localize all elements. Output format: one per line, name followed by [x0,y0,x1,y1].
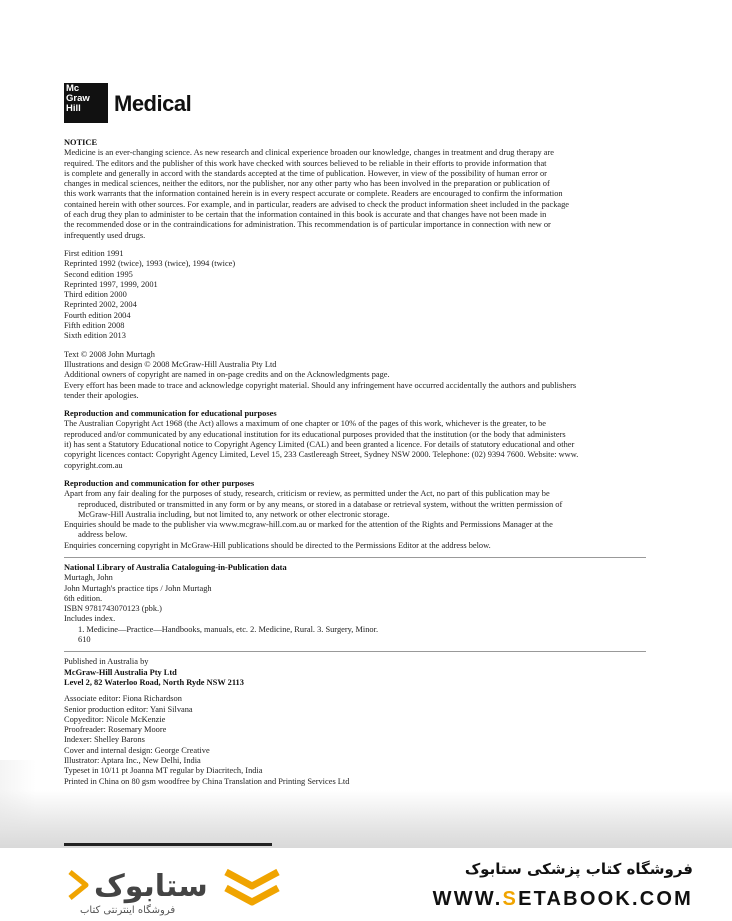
setabook-logo-mark [66,866,216,904]
copyright-page-text [64,138,646,787]
other-purposes-heading: Reproduction and communication for other purposes [64,478,255,488]
logo-word: Medical [114,91,192,116]
publisher-info: Published in Australia by McGraw-Hill Australia Pty Ltd Level 2, 82 Waterloo Road, North Ryde NSW 2113 [64,657,244,687]
notice-body: Medicine is an ever-changing science. As new research and clinical experience broaden our knowledge, changes in treatment and drug therapy are required. The editors and the publisher of this work have checked with sources believed to be reliable in their efforts to provide information that is complete and generally in accord with the standards accepted at the time of publication. However, in view of the possibility of human error or changes in medical sciences, neither the editors, nor the publisher, nor any other party who has been involved in the preparation or publication of this work warrants that the information contained herein is in every respect accurate or complete. Readers are encouraged to confirm the information contained herein with other sources. For example, and in particular, readers are advised to check the product information sheet included in the package of each drug they plan to administer to be certain that the information contained in this book is accurate and that changes have not been made in the recommended dose or in the contraindications for administration. This recommendation is of particular importance in connection with new or infrequently used drugs. [64,148,569,240]
educational-purposes-body: The Australian Copyright Act 1968 (the Act) allows a maximum of one chapter or 10% of the pages of this work, whichever is the greater, to be reproduced and/or communicated by any educational institution for its educational purposes provided that the institution (or the body that administers it) has sent a Statutory Educational notice to Copyright Agency Limited (CAL) and been granted a licence. For details of statutory educational and other copyright licences contact: Copyright Agency Limited, Level 15, 233 Castlereagh Street, Sydney NSW 2000. Telephone: (02) 9394 7600. Website: www. copyright.com.au [64,419,579,470]
website-url[interactable]: WWW.SETABOOK.COM [432,888,693,910]
banner-top-line [64,843,272,846]
notice-heading: NOTICE [64,138,98,147]
setabook-logo [66,866,216,909]
page-bottom-shadow [0,790,732,848]
cataloguing-data: Murtagh, John John Murtagh's practice tips / John Murtagh 6th edition. ISBN 9781743070123 (pbk.) Includes index. 1. Medicine—Practice—Handbooks, manuals, etc. 2. Medicine, Rural. 3. Surgery, Minor. 610 [64,573,379,645]
copyright-statement: Text © 2008 John Murtagh Illustrations and design © 2008 McGraw-Hill Australia Pty Ltd Additional owners of copyright are named in on-page credits and on the Acknowledgments page. Every effort has been made to trace and acknowledge copyright material. Should any infringement have occurred accidentally the authors and publishers tender their apologies. [64,349,577,400]
educational-purposes-heading: Reproduction and communication for educational purposes [64,409,277,419]
edition-history: First edition 1991 Reprinted 1992 (twice), 1993 (twice), 1994 (twice) Second edition 1995 Reprinted 1997, 1999, 2001 Third edition 2000 Reprinted 2002, 2004 Fourth edition 2004 Fifth edition 2008 Sixth edition 2013 [64,248,236,341]
cataloguing-heading: National Library of Australia Cataloguing-in-Publication data [64,562,287,572]
production-credits: Associate editor: Fiona Richardson Senior production editor: Yani Silvana Copyeditor: Nicole McKenzie Proofreader: Rosemary Moore Indexer: Shelley Barons Cover and internal design: George Creative Illustrator: Aptara Inc., New Delhi, India Typeset in 10/11 pt Joanna MT regular by Diacritech, India Printed in China on 80 gsm woodfree by China Translation and Printing Services Ltd [64,694,350,786]
setabook-subtitle: فروشگاه اینترنتی کتاب [80,905,176,916]
section-divider [64,557,646,558]
setabook-logo-text: ستابوک [94,869,208,904]
section-divider [64,651,646,652]
shop-title-fa: فروشگاه کتاب پزشکی ستابوک [464,860,693,878]
url-accent-letter: S [502,888,519,910]
mcgraw-hill-logo-box: Mc Graw Hill [64,83,108,123]
chevron-stack-icon [222,866,282,915]
other-purposes-body: Apart from any fair dealing for the purposes of study, research, criticism or review, as permitted under the Act, no part of this publication may be reproduced, distributed or transmitted in any form or by any means, or stored in a database or retrieval system, without the written permission of McGraw-Hill Australia including, but not limited to, any network or other electronic storage. Enquiries should be made to the publisher via www.mcgraw-hill.com.au or marked for the attention of the Rights and Permissions Manager at the address below. Enquiries concerning copyright in McGraw-Hill publications should be directed to the Permissions Editor at the address below. [64,489,563,550]
mcgraw-hill-medical-logo [64,83,191,123]
